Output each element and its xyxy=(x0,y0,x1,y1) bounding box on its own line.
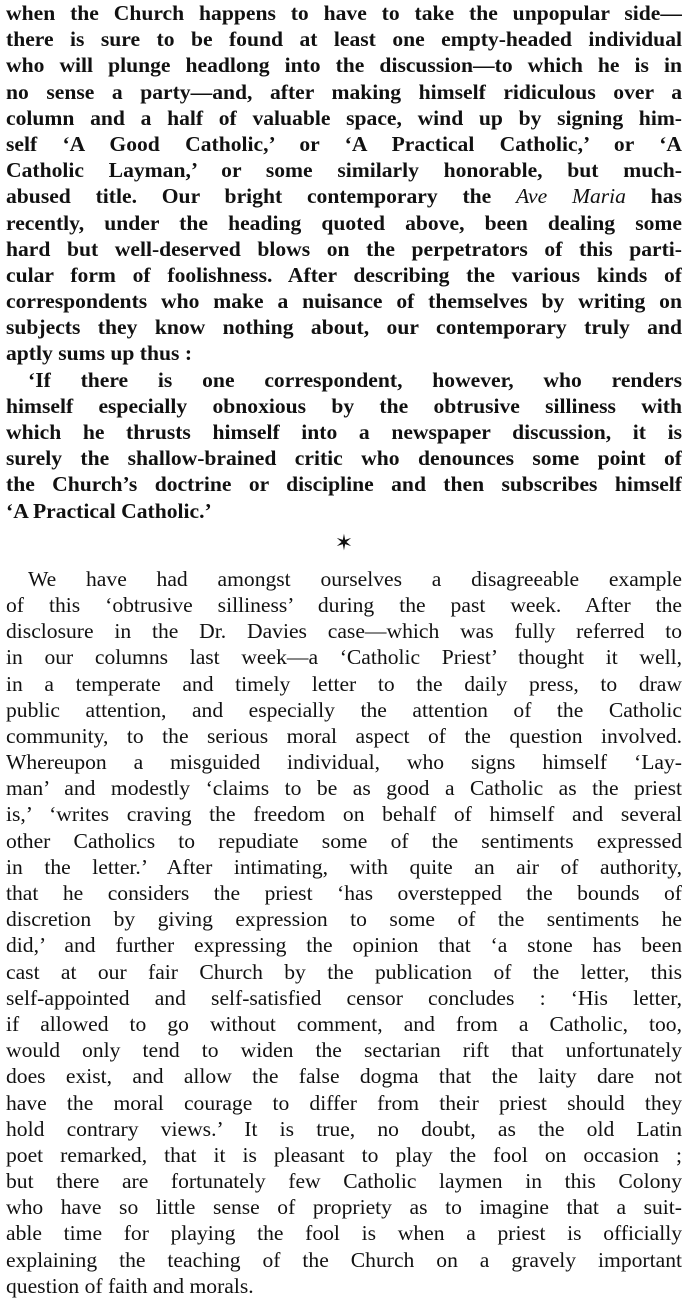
text-line: the Church’s doctrine or discipline and then subscribes himself xyxy=(6,472,682,497)
text-line: correspondents who make a nuisance of themselves by writing on xyxy=(6,289,682,314)
text-line: there is sure to be found at least one empty-headed individual xyxy=(6,27,682,52)
text-line: would only tend to widen the sectarian rift that unfortunately xyxy=(6,1038,682,1063)
text-line: ‘If there is one correspondent, however, who renders xyxy=(28,367,682,392)
text-line: poet remarked, that it is pleasant to play the fool on occasion ; xyxy=(6,1142,682,1167)
section-separator-star: ✶ xyxy=(334,530,354,556)
text-line: discretion by giving expression to some of the sentiments he xyxy=(6,907,682,932)
text-line: public attention, and especially the attention of the Catholic xyxy=(6,697,682,722)
text-line: in a temperate and timely letter to the daily press, to draw xyxy=(6,671,682,696)
text-line: Catholic Layman,’ or some similarly honorable, but much- xyxy=(6,158,682,183)
text-line: abused title. Our bright contemporary the Ave Maria has xyxy=(6,184,682,209)
text-line: cular form of foolishness. After describing the various kinds of xyxy=(6,262,682,287)
text-line: in the letter.’ After intimating, with quite an air of authority, xyxy=(6,854,682,879)
text-line: other Catholics to repudiate some of the sentiments expressed xyxy=(6,828,682,853)
text-line: explaining the teaching of the Church on a gravely important xyxy=(6,1247,682,1272)
text-line: We have had amongst ourselves a disagreeable example xyxy=(28,566,682,591)
text-line: is,’ ‘writes craving the freedom on behalf of himself and several xyxy=(6,802,682,827)
text-line: did,’ and further expressing the opinion that ‘a stone has been xyxy=(6,933,682,958)
text-line: have the moral courage to differ from their priest should they xyxy=(6,1090,682,1115)
text-line: if allowed to go without comment, and from a Catholic, too, xyxy=(6,1011,682,1036)
text-line: subjects they know nothing about, our contemporary truly and xyxy=(6,315,682,340)
text-line: question of faith and morals. xyxy=(6,1273,254,1298)
text-line: Whereupon a misguided individual, who signs himself ‘Lay- xyxy=(6,750,682,775)
text-line: of this ‘obtrusive silliness’ during the past week. After the xyxy=(6,592,682,617)
text-line: man’ and modestly ‘claims to be as good a Catholic as the priest xyxy=(6,776,682,801)
text-line: ‘A Practical Catholic.’ xyxy=(6,498,212,523)
text-line: self-appointed and self-satisfied censor concludes : ‘His letter, xyxy=(6,985,682,1010)
text-line: no sense a party—and, after making himself ridiculous over a xyxy=(6,79,682,104)
text-line: when the Church happens to have to take the unpopular side— xyxy=(6,1,682,25)
paragraph-2 xyxy=(6,566,682,1299)
paragraph-1 xyxy=(6,0,682,367)
text-line: surely the shallow-brained critic who denounces some point of xyxy=(6,446,682,471)
text-line: able time for playing the fool is when a priest is officially xyxy=(6,1221,682,1246)
article-page xyxy=(6,0,682,1299)
text-line: disclosure in the Dr. Davies case—which was fully referred to xyxy=(6,619,682,644)
text-line: but there are fortunately few Catholic laymen in this Colony xyxy=(6,1169,682,1194)
text-line: in our columns last week—a ‘Catholic Priest’ thought it well, xyxy=(6,645,682,670)
text-line: that he considers the priest ‘has overstepped the bounds of xyxy=(6,881,682,905)
text-line: recently, under the heading quoted above, been dealing some xyxy=(6,210,682,235)
text-line: hard but well-deserved blows on the perpetrators of this parti- xyxy=(6,236,682,261)
quoted-passage xyxy=(6,367,682,524)
text-line: which he thrusts himself into a newspaper discussion, it is xyxy=(6,420,682,444)
text-line: hold contrary views.’ It is true, no doubt, as the old Latin xyxy=(6,1116,682,1141)
text-line: community, to the serious moral aspect of the question involved. xyxy=(6,723,682,748)
text-line: aptly sums up thus : xyxy=(6,341,193,366)
periodical-title: Ave Maria xyxy=(516,184,626,209)
text-line: himself especially obnoxious by the obtrusive silliness with xyxy=(6,393,682,418)
text-line: cast at our fair Church by the publication of the letter, this xyxy=(6,959,682,984)
text-line: who will plunge headlong into the discussion—to which he is in xyxy=(6,53,682,78)
text-line: column and a half of valuable space, wind up by signing him- xyxy=(6,105,682,130)
text-line: who have so little sense of propriety as to imagine that a suit- xyxy=(6,1195,682,1220)
text-line: does exist, and allow the false dogma that the laity dare not xyxy=(6,1064,682,1089)
text-line: self ‘A Good Catholic,’ or ‘A Practical Catholic,’ or ‘A xyxy=(6,131,682,156)
